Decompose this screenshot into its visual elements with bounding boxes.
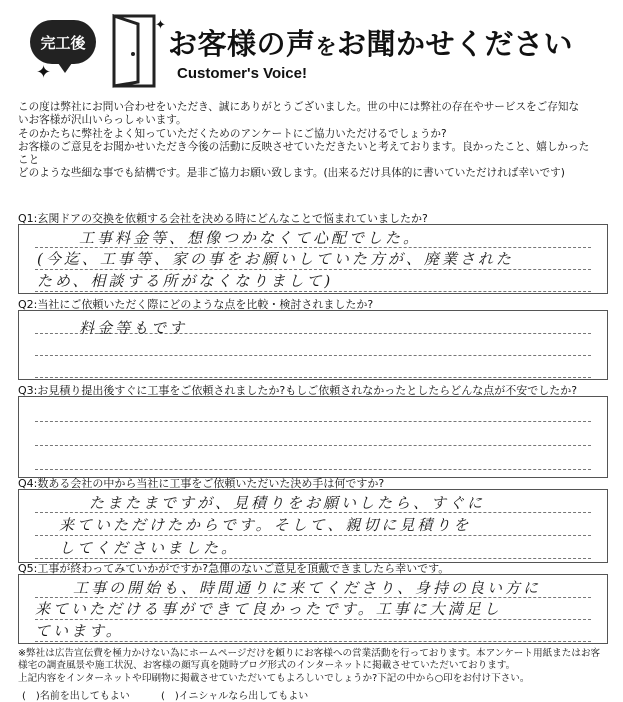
question-5-label: Q5:工事が終わってみていかがですか?急僤のないご意見を頂戴できましたら幸いです。: [18, 562, 450, 575]
sparkle-icon: ✦: [36, 62, 52, 83]
question-2-label: Q2:当社にご依頼いただく際にどのような点を比較・検討されましたか?: [18, 298, 374, 311]
question-4-answer-line: してくださいました。: [59, 539, 240, 557]
question-5-answer-line: 工事の開始も、時間通りに来てくださり、身持の良い方に: [73, 579, 542, 597]
question-5-answer-box[interactable]: [18, 574, 608, 644]
page-title: お客様の声をお聞かせください: [168, 27, 574, 61]
question-3-label: Q3:お見積り提出後すぐに工事をご依頼されましたか?もしご依頼されなかったとしたらどんな点が不安でしたか?: [18, 384, 578, 397]
question-4-answer-line: たまたまですが、見積りをお願いしたら、すぐに: [89, 494, 486, 512]
intro-text: この度は弊社にお問い合わせをいただき、誠にありがとうございました。世の中には弊社の存在やサービスをご存知な いお客様が沢山いらっしゃいます。 そのかたちに弊社をよく知っていただくためのアンケートにご協力いただけるでしょうか? お客様のご意見をお聞かせいただき今後の活動に反映させていただきたいと考えております。良かったこと、嬉しかった こと どのような些細な事でも結構です。是非ご協力お願い致します。(出来るだけ具体的に書いていただければ幸いです): [18, 101, 590, 180]
question-4-label: Q4:数ある会社の中から当社に工事をご依頼いただいた決め手は何ですか?: [18, 477, 385, 490]
badge: 完工後: [30, 20, 96, 64]
question-1-answer-line: 工事料金等、想像つかなくて心配でした。: [79, 229, 422, 247]
question-1-answer-line: ため、相談する所がなくなりまして): [37, 272, 334, 290]
question-2-answer-line: 料金等もです: [79, 319, 188, 337]
option-show-initials[interactable]: ( )イニシャルなら出してもよい: [161, 691, 309, 702]
question-5-answer-line: ています。: [35, 622, 124, 640]
question-3-answer-box[interactable]: [18, 396, 608, 478]
question-4-answer-line: 来ていただけたからです。そして、親切に見積りを: [59, 516, 472, 534]
question-2-answer-box[interactable]: [18, 310, 608, 380]
footer-notice: ※弊社は広告宣伝費を極力かけない為にホームページだけを頼りにお客様への営業活動を行っております。本アンケート用紙またはお客 様宅の調査風景や施工状況、お客様の顔写真を随時ブログ形式のインターネットに掲載させていただいております。 上記内容をインターネットや印刷物に掲載させていただいてもよろしいでしょうか?下記の中から○印をお付け下さい。: [18, 648, 601, 684]
sparkle-icon: ✦: [155, 18, 166, 33]
question-4-answer-box[interactable]: [18, 489, 608, 563]
page-subtitle: Customer's Voice!: [177, 65, 307, 82]
question-1-answer-line: (今迄、工事等、家の事をお願いしていた方が、廃業された: [37, 250, 514, 268]
question-1-answer-box[interactable]: [18, 224, 608, 294]
question-5-answer-line: 来ていただける事ができて良かったです。工事に大満足し: [35, 600, 502, 618]
question-1-label: Q1:玄関ドアの交換を依頼する会社を決める時にどんなことで悩まれていましたか?: [18, 212, 428, 225]
option-show-name[interactable]: ( )名前を出してもよい: [22, 691, 130, 702]
header: [0, 0, 623, 95]
door-icon: [108, 12, 160, 90]
